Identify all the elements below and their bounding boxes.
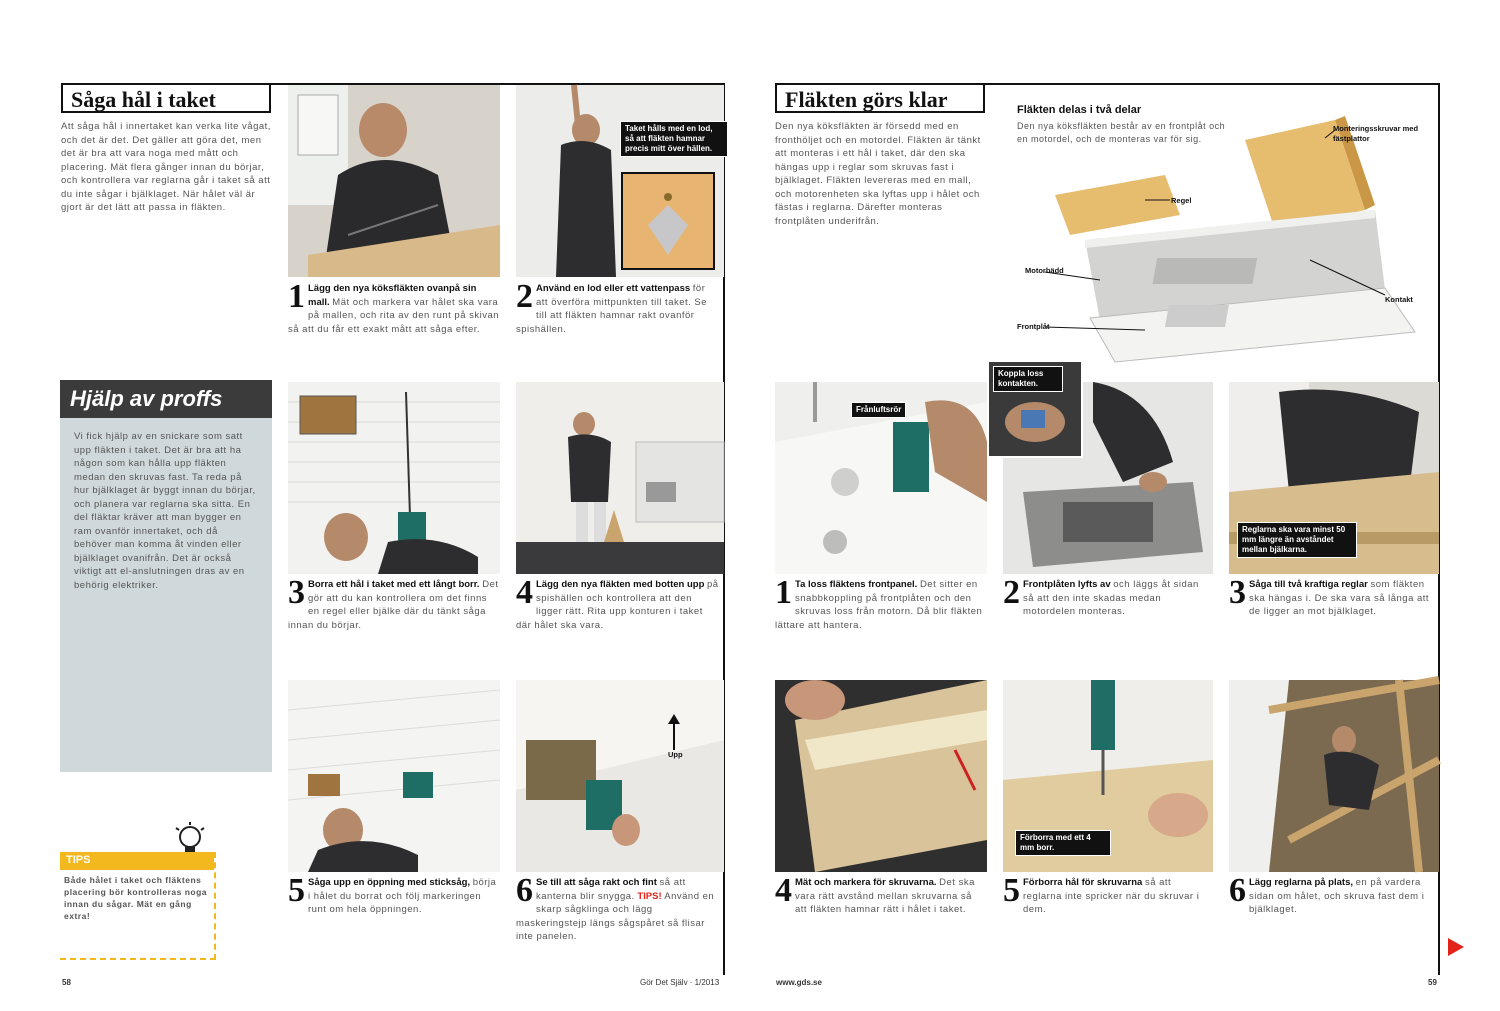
sidebar-title: Hjälp av proffs (60, 380, 272, 418)
diagram-label-frontplat: Frontplåt (1017, 322, 1050, 331)
footer-page-number-left: 58 (62, 978, 71, 987)
caption-step-2: 2 Använd en lod eller ett vattenpass för att överföra mittpunkten till taket. Se till att fläkten hamnar rakt ovanför spishällen. (516, 278, 708, 335)
footer-magazine-left: Gör Det Själv · 1/2013 (640, 978, 720, 987)
photo-step-6-image (516, 680, 724, 872)
photo-step-5-image (288, 680, 500, 872)
callout-franluftsror: Frånluftsrör (851, 402, 906, 418)
caption-right-step-5: 5 Förborra hål för skruvarna så att reglarna inte spricker när du skruvar i dem. (1003, 872, 1200, 915)
photo-right-step-4 (775, 680, 987, 872)
photo-right-step-1 (775, 382, 987, 574)
diagram-title: Fläkten delas i två delar (1017, 104, 1142, 116)
sidebar-box (60, 380, 272, 772)
sidebar-text: Vi fick hjälp av en snickare som satt upp fläkten i taket. Det är bra att ha någon som kan hålla upp fläkten medan den skruvas fast. Ta reda på hur bjälklaget är byggt innan du börjar, och planera var reglarna ska sitta. En del fläktar kräver att man bygger en ram ovanför innertaket, och då behöver man komma åt vinden eller bjälklaget ovanifrån. Det är också viktigt att el-anslutningen dras av en behörig elektriker. (74, 431, 256, 591)
next-page-arrow-icon[interactable] (1446, 936, 1466, 958)
photo-right-step-2 (998, 369, 1213, 574)
photo-step-2-image (516, 85, 724, 277)
photo-right-step-6 (1229, 680, 1439, 872)
intro-text: Att såga hål i innertaket kan verka lite vågat, och det är det. Det gäller att göra det, men det är bra att vara noga med mått och placering. Mät flera gånger innan du börjar, och kontrollera var reglarna går i taket så att du inte sågar i bjälklaget. När hålet väl är gjort är det lätt att passa in fläkten. (61, 121, 271, 213)
callout-plumb: Taket hålls med en lod, så att fläkten hamnar precis mitt över hällen. (620, 121, 728, 157)
tip-text: Både hålet i taket och fläktens placering bör kontrolleras noga innan du sågar. Mät en gång extra! (64, 875, 208, 921)
photo-step-5 (288, 680, 500, 872)
diagram-label-monteringsskruvar: Monteringsskruvar med fästplattor (1333, 124, 1419, 143)
caption-right-step-1: 1 Ta loss fläktens frontpanel. Det sitter en snabbkoppling på frontplåten och den skruvas loss från motorn. Då blir fläkten lättare att hantera. (775, 574, 983, 631)
photo-step-1 (288, 85, 500, 277)
caption-step-5: 5 Såga upp en öppning med sticksåg, börja i hålet du borrat och följ markeringen runt om hela öppningen. (288, 872, 497, 915)
photo-step-4 (516, 382, 724, 574)
caption-step-6: 6 Se till att såga rakt och fint så att kanterna blir snygga. TIPS! Använd en skarp sågklinga och lägg maskeringstejp längs sågspåret så flisar inte panelen. (516, 872, 715, 942)
caption-right-step-2: 2 Frontplåten lyfts av och läggs åt sidan så att den inte skadas medan motordelen monteras. (1003, 574, 1199, 617)
diagram-text: Den nya köksfläkten består av en frontplåt och en motordel, och de monteras var för sig. (1017, 121, 1226, 144)
tip-label: TIPS (60, 852, 214, 870)
photo-step-3 (288, 382, 500, 574)
diagram-label-motorbadd: Motorbädd (1025, 266, 1064, 275)
photo-step-2 (516, 85, 724, 277)
photo-right-step-5 (1003, 680, 1213, 872)
caption-step-1: 1 Lägg den nya köksfläkten ovanpå sin mall. Mät och markera var hålet ska vara på mallen, och rita av den runt på skivan så att du får ett exakt mått att såga efter. (288, 278, 500, 335)
photo-right-step-6-image (1229, 680, 1439, 872)
fan-diagram (1005, 100, 1435, 370)
caption-step-3: 3 Borra ett hål i taket med ett långt borr. Det gör att du kan kontrollera om det finns en regel eller bjälke där du tänkt såga innan du börjar. (288, 574, 499, 631)
footer-url-right[interactable]: www.gds.se (776, 978, 822, 987)
diagram-label-kontakt: Kontakt (1385, 295, 1413, 304)
callout-kontakt: Koppla loss kontakten. (993, 366, 1063, 392)
callout-reglar: Reglarna ska vara minst 50 mm längre än avståndet mellan bjälkarna. (1237, 522, 1357, 558)
callout-forborra: Förborra med ett 4 mm borr. (1015, 830, 1111, 856)
caption-right-step-3: 3 Såga till två kraftiga reglar som fläkten ska hängas i. De ska vara så långa att de ligger an mot bjälklaget. (1229, 574, 1430, 617)
photo-step-1-image (288, 85, 500, 277)
intro-text-right: Den nya köksfläkten är försedd med en fronthöljet och en motordel. Fläkten är tänkt att monteras i ett hål i taket, där den ska hängas upp i reglar som skruvas fast i bjälklaget. Fläkten levereras med en mall, och motorenheten ska lyftas upp i hålet och fästas i reglarna. Därefter monteras frontplåten underifrån. (775, 121, 981, 227)
photo-step-6 (516, 680, 724, 872)
tips-label: TIPS! (637, 890, 662, 902)
photo-step-4-image (516, 382, 724, 574)
inset-photo-connector (987, 360, 1083, 458)
photo-right-step-4-image (775, 680, 987, 872)
page-title: Såga hål i taket (61, 83, 271, 113)
caption-right-step-4: 4 Mät och markera för skruvarna. Det ska vara rätt avstånd mellan skruvarna så att fläkten hamnar rätt i hålet i taket. (775, 872, 975, 915)
photo-right-step-3 (1229, 382, 1439, 574)
diagram-label-regel: Regel (1171, 196, 1192, 205)
right-top-rule (985, 83, 1440, 85)
caption-step-4: 4 Lägg den nya fläkten med botten upp på spishällen och kontrollera att den ligger rätt. Rita upp konturen i taket där hålet ska vara. (516, 574, 719, 631)
page-title-right: Fläkten görs klar (775, 83, 985, 113)
caption-right-step-6: 6 Lägg reglarna på plats, en på vardera sidan om hålet, och skruva fast dem i bjälklaget. (1229, 872, 1425, 915)
callout-up-arrow: Upp (668, 750, 683, 759)
photo-step-3-image (288, 382, 500, 574)
footer-page-number-right: 59 (1428, 978, 1437, 987)
tip-box (60, 852, 216, 960)
